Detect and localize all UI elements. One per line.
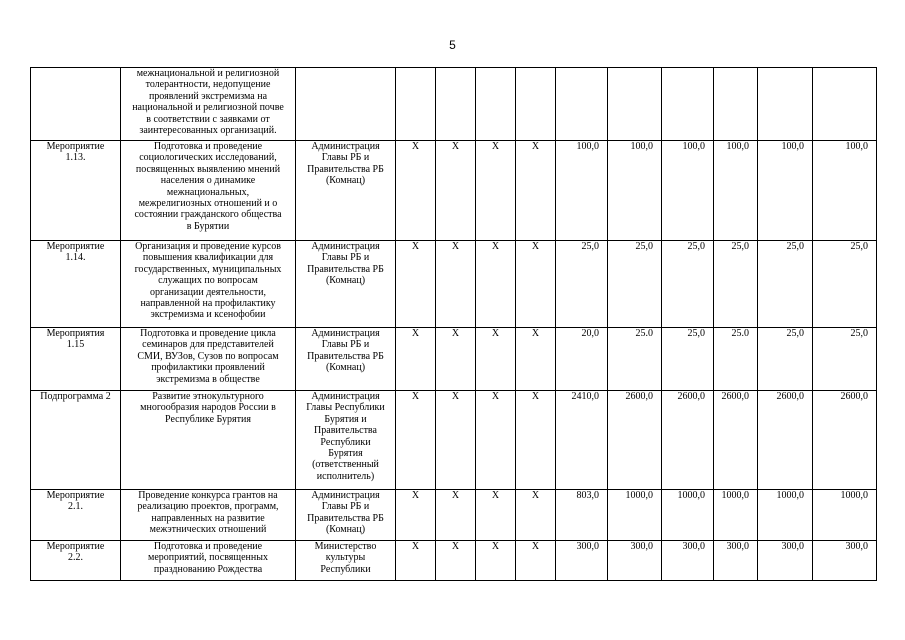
activity-description-cell: Организация и проведение курсов повышения квалификации для государственных, муниципальных служащих по вопросам организации деятельности, направленной на профилактику экстремизма и ксенофобии: [121, 241, 296, 328]
value-cell: 25,0: [758, 328, 813, 391]
value-cell: 300,0: [608, 541, 662, 581]
value-cell: 2600,0: [608, 391, 662, 490]
value-cell: 100,0: [813, 141, 877, 241]
mark-cell: X: [516, 391, 556, 490]
value-cell: 25.0: [608, 328, 662, 391]
activity-description-cell: Подготовка и проведение мероприятий, посвященных празднованию Рождества: [121, 541, 296, 581]
value-cell: [662, 68, 714, 141]
activity-name-cell: Мероприятие 2.2.: [31, 541, 121, 581]
mark-cell: X: [476, 490, 516, 541]
activity-description-cell: Проведение конкурса грантов на реализацию проектов, программ, направленных на развитие межэтнических отношений: [121, 490, 296, 541]
executor-cell: Администрация Главы Республики Бурятия и Правительства Республики Бурятия (ответственный исполнитель): [296, 391, 396, 490]
mark-cell: X: [436, 391, 476, 490]
mark-cell: X: [476, 541, 516, 581]
mark-cell: X: [396, 241, 436, 328]
value-cell: 25,0: [813, 241, 877, 328]
mark-cell: X: [516, 541, 556, 581]
value-cell: 1000,0: [758, 490, 813, 541]
mark-cell: X: [396, 328, 436, 391]
activity-description-cell: Подготовка и проведение цикла семинаров для представителей СМИ, ВУЗов, Сузов по вопросам профилактики проявлений экстремизма в обществе: [121, 328, 296, 391]
value-cell: 300,0: [813, 541, 877, 581]
value-cell: 300,0: [662, 541, 714, 581]
mark-cell: X: [516, 490, 556, 541]
value-cell: 20,0: [556, 328, 608, 391]
value-cell: 2600,0: [662, 391, 714, 490]
executor-cell: Администрация Главы РБ и Правительства РБ (Комнац): [296, 328, 396, 391]
mark-cell: X: [396, 541, 436, 581]
value-cell: 25,0: [662, 328, 714, 391]
activity-name-cell: Мероприятие 1.14.: [31, 241, 121, 328]
activity-name-cell: Мероприятие 1.13.: [31, 141, 121, 241]
mark-cell: [516, 68, 556, 141]
table-row: [31, 328, 877, 391]
executor-cell: Администрация Главы РБ и Правительства РБ (Комнац): [296, 490, 396, 541]
activity-name-cell: Мероприятия 1.15: [31, 328, 121, 391]
mark-cell: X: [516, 141, 556, 241]
value-cell: 100,0: [608, 141, 662, 241]
table-row: [31, 490, 877, 541]
value-cell: 1000,0: [714, 490, 758, 541]
value-cell: [714, 68, 758, 141]
activity-description-cell: межнациональной и религиозной толерантности, недопущение проявлений экстремизма на национальной и религиозной почве в соответствии с заявками от заинтересованных организаций.: [121, 68, 296, 141]
page-number: 5: [449, 38, 456, 52]
value-cell: 1000,0: [813, 490, 877, 541]
value-cell: [758, 68, 813, 141]
table-row: [31, 68, 877, 141]
value-cell: 1000,0: [662, 490, 714, 541]
value-cell: 25,0: [556, 241, 608, 328]
value-cell: 2600,0: [714, 391, 758, 490]
activity-description-cell: Развитие этнокультурного многообразия народов России в Республике Бурятия: [121, 391, 296, 490]
value-cell: [608, 68, 662, 141]
value-cell: 25,0: [608, 241, 662, 328]
mark-cell: X: [516, 328, 556, 391]
mark-cell: X: [436, 328, 476, 391]
value-cell: [813, 68, 877, 141]
mark-cell: X: [476, 391, 516, 490]
activity-name-cell: Подпрограмма 2: [31, 391, 121, 490]
executor-cell: [296, 68, 396, 141]
value-cell: 25.0: [714, 328, 758, 391]
executor-cell: Администрация Главы РБ и Правительства РБ (Комнац): [296, 141, 396, 241]
value-cell: 300,0: [714, 541, 758, 581]
activity-description-cell: Подготовка и проведение социологических исследований, посвященных выявлению мнений населения о динамике межнациональных, межрелигиозных отношений и о состоянии гражданского общества в Бурятии: [121, 141, 296, 241]
mark-cell: X: [436, 141, 476, 241]
value-cell: 300,0: [758, 541, 813, 581]
value-cell: 1000,0: [608, 490, 662, 541]
mark-cell: X: [476, 328, 516, 391]
mark-cell: X: [436, 541, 476, 581]
value-cell: 300,0: [556, 541, 608, 581]
mark-cell: [476, 68, 516, 141]
value-cell: 100,0: [714, 141, 758, 241]
value-cell: 25,0: [714, 241, 758, 328]
value-cell: 25,0: [662, 241, 714, 328]
table-row: [31, 391, 877, 490]
activity-name-cell: [31, 68, 121, 141]
mark-cell: X: [516, 241, 556, 328]
mark-cell: X: [396, 391, 436, 490]
mark-cell: [396, 68, 436, 141]
value-cell: 100,0: [758, 141, 813, 241]
activity-name-cell: Мероприятие 2.1.: [31, 490, 121, 541]
value-cell: 25,0: [758, 241, 813, 328]
mark-cell: X: [476, 141, 516, 241]
value-cell: 2600,0: [758, 391, 813, 490]
mark-cell: X: [436, 241, 476, 328]
mark-cell: X: [436, 490, 476, 541]
table-row: [31, 541, 877, 581]
value-cell: 2410,0: [556, 391, 608, 490]
value-cell: 803,0: [556, 490, 608, 541]
value-cell: 100,0: [662, 141, 714, 241]
program-activities-table: [30, 67, 877, 581]
executor-cell: Министерство культуры Республики: [296, 541, 396, 581]
value-cell: [556, 68, 608, 141]
table-row: [31, 141, 877, 241]
value-cell: 2600,0: [813, 391, 877, 490]
mark-cell: [436, 68, 476, 141]
value-cell: 100,0: [556, 141, 608, 241]
table-row: [31, 241, 877, 328]
value-cell: 25,0: [813, 328, 877, 391]
mark-cell: X: [396, 141, 436, 241]
mark-cell: X: [476, 241, 516, 328]
executor-cell: Администрация Главы РБ и Правительства РБ (Комнац): [296, 241, 396, 328]
mark-cell: X: [396, 490, 436, 541]
table-body: [31, 68, 877, 581]
